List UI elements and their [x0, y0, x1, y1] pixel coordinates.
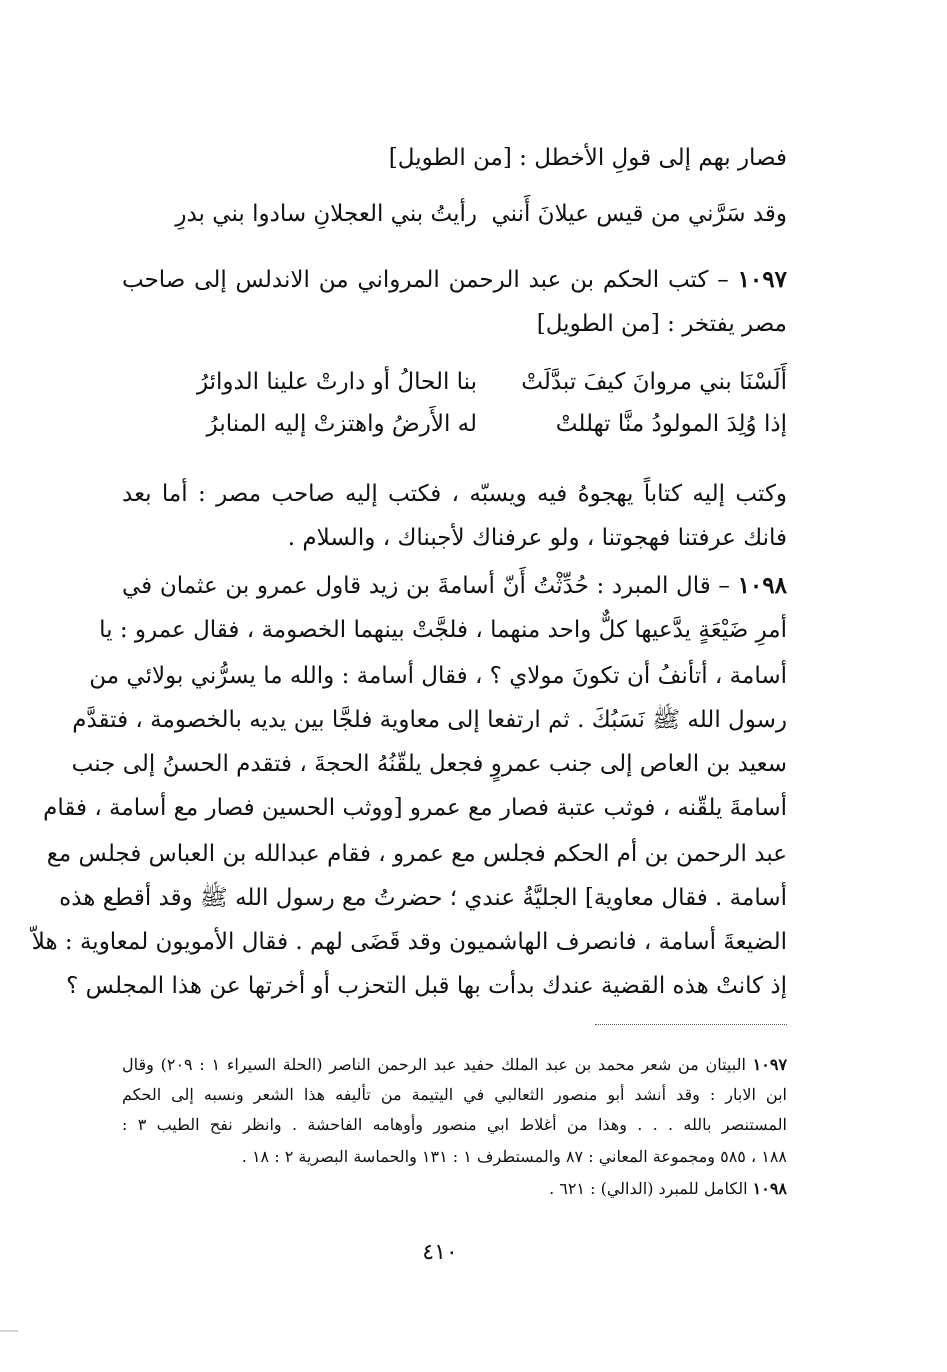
- letter-line-2: فانك عرفتنا فهجوتنا ، ولو عرفناك لأجبناك ، والسلام .: [287, 525, 787, 551]
- entry-1098-line-1: [122, 570, 787, 602]
- entry-1098-text: – قال المبرد : حُدِّثْتُ أَنّ أسامةَ بن زيد قاول عمرو بن عثمان في: [122, 573, 738, 599]
- entry-1098-line-7: عبد الرحمن بن أم الحكم فجلس مع عمرو ، فقام عبدالله بن العباس فجلس مع: [46, 841, 787, 867]
- footnote-separator: [595, 1024, 787, 1025]
- footnote-1097-line-4: ١٨٨ ، ٥٨٥ ومجموعة المعاني : ٨٧ والمستطرف ١ : ١٣١ والحماسة البصرية ٢ : ١٨ .: [241, 1147, 787, 1166]
- entry-1098-line-3: أسامة ، أتأنفُ أن تكونَ مولاي ؟ ، فقال أسامة : والله ما يسرُّني بولائي من: [89, 663, 787, 689]
- verse-2-second-hemistich: بنا الحالُ أو دارتْ علينا الدوائرُ: [196, 369, 477, 395]
- entry-1097-line-2: مصر يفتخر : [من الطويل]: [536, 311, 787, 337]
- verse-3-second-hemistich: له الأَرضُ واهتزتْ إليه المنابرُ: [206, 411, 477, 437]
- page-number: ٤١٠: [422, 1240, 458, 1265]
- footnote-1098-line-1: [122, 1176, 787, 1202]
- footnote-1097-line-3: المستنصر بالله . . . وهذا من أغلاط ابي منصور وأوهامه الفاحشة . وانظر نفح الطيب ٣ :: [122, 1115, 787, 1134]
- letter-line-1: وكتب إليه كتاباً يهجوهُ فيه ويسبّه ، فكتب إليه صاحب مصر : أما بعد: [122, 481, 787, 507]
- entry-1098-line-4: رسول الله ﷺ نَسَبُكَ . ثم ارتفعا إلى معاوية فلجَّا بين يديه بالخصومة ، فتقدَّم: [72, 707, 787, 733]
- footnote-number-1097: ١٠٩٧: [752, 1055, 788, 1074]
- intro-line: فصار بهم إلى قولِ الأخطل : [من الطويل]: [388, 145, 787, 171]
- entry-number-1097: ١٠٩٧: [737, 266, 787, 293]
- footnote-number-1098: ١٠٩٨: [752, 1179, 787, 1198]
- footnote-1098-text: الكامل للمبرد (الدالي) : ٦٢١ .: [549, 1179, 753, 1198]
- footnote-1097-line-1: [122, 1052, 787, 1078]
- entry-1098-line-10: إذ كانتْ هذه القضية عندك بدأت بها قبل التحزب أو أخرتها عن هذا المجلس ؟: [66, 973, 787, 999]
- footnote-1097-text: البيتان من شعر محمد بن عبد الملك حفيد عبد الرحمن الناصر (الحلة السيراء ١ : ٢٠٩) وقال: [122, 1055, 753, 1074]
- scan-edge-mark: [0, 1330, 18, 1332]
- entry-1098-line-5: سعيد بن العاص إلى جنب عمروٍ فجعل يلقّنُهُ الحجةَ ، فتقدم الحسنُ إلى جنب: [71, 751, 787, 777]
- entry-1098-line-9: الضيعةَ أسامة ، فانصرف الهاشميون وقد قَضَى لهم . فقال الأمويون لمعاوية : هلاّ: [31, 929, 787, 955]
- footnote-1097-line-2: ابن الابار : وقد أنشد أبو منصور الثعالبي في اليتيمة من تأليفه هذا الشعر ونسبه إلى الحكم: [122, 1085, 787, 1104]
- verse-1-first-hemistich: وقد سَرَّني من قيس عيلانَ أَنني: [491, 201, 787, 227]
- entry-1098-line-2: أمرِ ضَيْعَةٍ يدَّعيها كلٌّ واحد منهما ، فلجَّتْ بينهما الخصومة ، فقال عمرو : يا: [99, 617, 787, 643]
- verse-1-second-hemistich: رأيتُ بني العجلانِ سادوا بني بدرِ: [175, 201, 477, 227]
- entry-1098-line-8: أسامة . فقال معاوية] الجليَّةُ عندي ؛ حضرتُ مع رسول الله ﷺ وقد أقطع هذه: [59, 885, 787, 911]
- entry-number-1098: ١٠٩٨: [737, 572, 787, 599]
- verse-3-first-hemistich: إذا وُلِدَ المولودُ منَّا تهللتْ: [555, 411, 787, 437]
- verse-2-first-hemistich: أَلَسْنَا بني مروانَ كيفَ تبدَّلَتْ: [521, 369, 787, 395]
- entry-1097-text: – كتب الحكم بن عبد الرحمن المرواني من الاندلس إلى صاحب: [122, 267, 738, 293]
- entry-1098-line-6: أسامةَ يلقّنه ، فوثب عتبة فصار مع عمرو [ووثب الحسين فصار مع أسامة ، فقام: [43, 795, 787, 821]
- entry-1097-line-1: [122, 264, 787, 296]
